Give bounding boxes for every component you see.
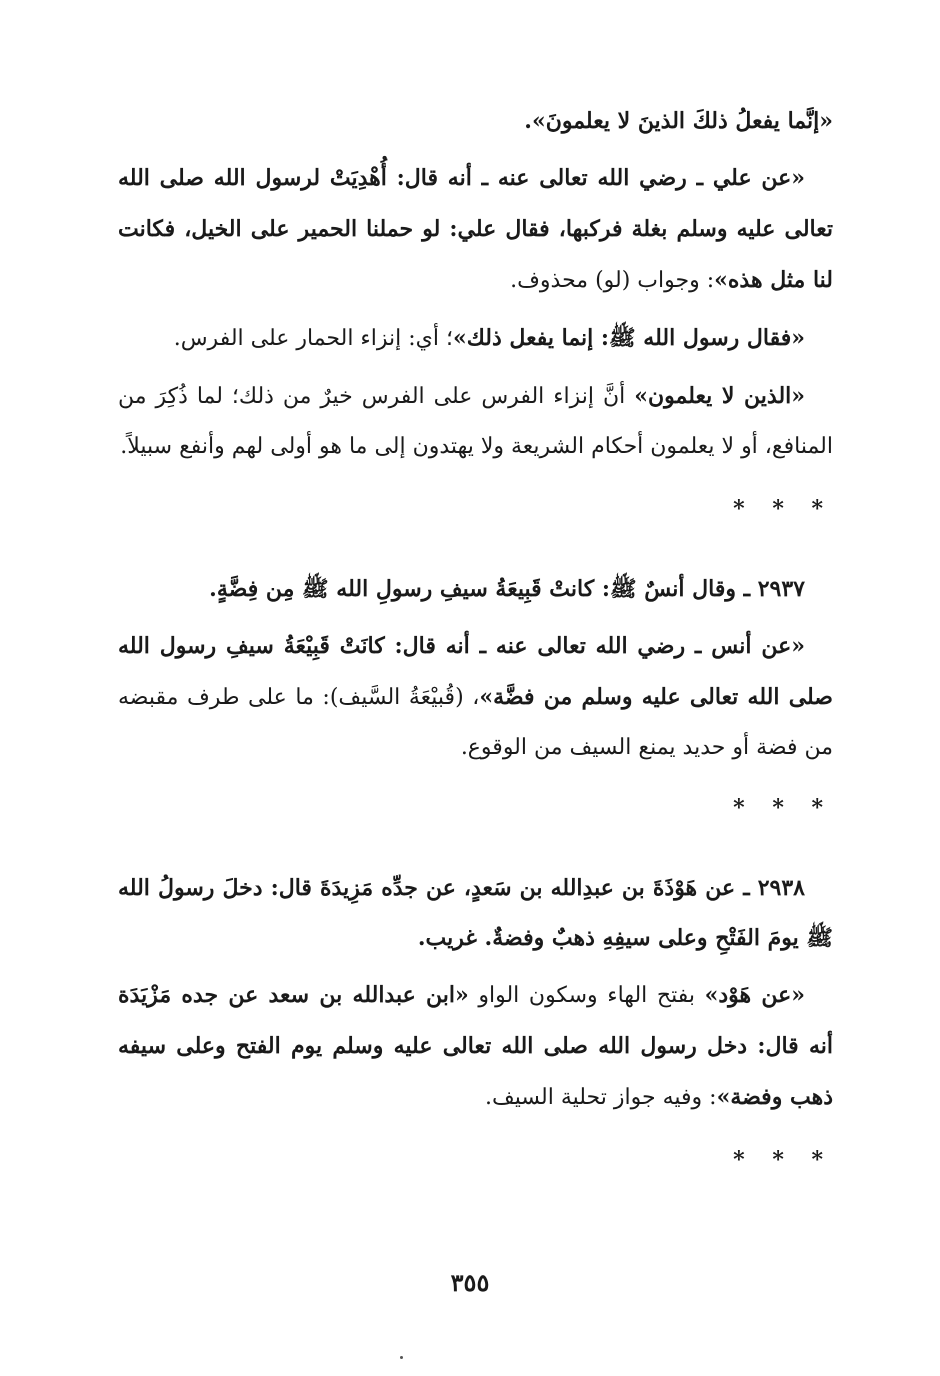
scan-speck (400, 1356, 403, 1359)
plain-segment: بفتح الهاء وسكون الواو (468, 983, 705, 1008)
quote-segment: «ابن عبدالله بن سعد عن جده مَزْيَدَة أنه قال: دخل رسول الله صلى الله تعالى عليه وسلم يوم الفتح وعلى سيفه ذهب وفضة» (118, 982, 833, 1110)
paragraph-3 (118, 313, 833, 364)
quote-segment: «عن علي ـ رضي الله تعالى عنه ـ أنه قال: أُهْدِيَتْ لرسول الله صلى الله تعالى عليه وسلم بغلة فركبها، فقال علي: لو حملنا الحمير على الخيل، فكانت لنا مثل هذه» (118, 165, 833, 293)
hadith-2937 (118, 564, 833, 614)
hadith-text: ٢٩٣٧ ـ وقال أنسٌ ﷺ: كانتْ قَبِيعَةُ سيفِ رسولِ الله ﷺ مِن فِضَّةٍ. (209, 576, 805, 602)
section-separator: * * * (733, 1147, 833, 1173)
paragraph-8 (118, 970, 833, 1123)
plain-segment: ، (قُبيْعَةُ السَّيف): ما على طرف مقبضه من فضة أو حديد يمنع السيف من الوقوع. (118, 685, 833, 760)
quote-segment: «فقال رسول الله ﷺ: إنما يفعل ذلك» (452, 325, 805, 351)
paragraph-6 (118, 621, 833, 773)
plain-segment: : وجواب (لو) محذوف. (510, 268, 715, 293)
quote-segment: «عن أنس ـ رضي الله تعالى عنه ـ أنه قال: كانَتْ قَبِيْعَةُ سيفِ رسول الله صلى الله تعالى عليه وسلم من فضَّة» (118, 633, 833, 710)
paragraph-2 (118, 153, 833, 306)
quote-segment: «إنَّما يفعلُ ذلكَ الذينَ لا يعلمونَ» (531, 108, 833, 134)
plain-segment: ؛ أي: إنزاء الحمار على الفرس. (173, 326, 453, 351)
quote-segment: «الذين لا يعلمون» (634, 383, 806, 409)
paragraph-1 (118, 96, 833, 146)
plain-segment: : وفيه جواز تحلية السيف. (485, 1085, 717, 1110)
page-number: ٣٥٥ (450, 1268, 490, 1297)
plain-segment: . (524, 108, 532, 134)
quote-segment: «عن هَوْد» (704, 982, 805, 1008)
paragraph-4 (118, 371, 833, 472)
section-separator: * * * (733, 496, 833, 522)
page-body (118, 96, 833, 1175)
plain-segment: أنَّ إنزاء الفرس على الفرس خيرٌ من ذلك؛ لما ذُكِرَ من المنافع، أو لا يعلمون أحكام الشريعة ولا يهتدون إلى ما هو أولى لهم وأنفع سبيلاً. (118, 384, 833, 459)
section-separator: * * * (733, 795, 833, 821)
hadith-text: ٢٩٣٨ ـ عن هَوْذَةَ بن عبدِالله بن سَعدٍ، عن جدِّه مَزِيدَةَ قال: دخلَ رسولُ الله ﷺ يومَ الفَتْحِ وعلى سيفِهِ ذهبٌ وفضةٌ. غريب. (118, 875, 833, 951)
hadith-2938 (118, 863, 833, 963)
